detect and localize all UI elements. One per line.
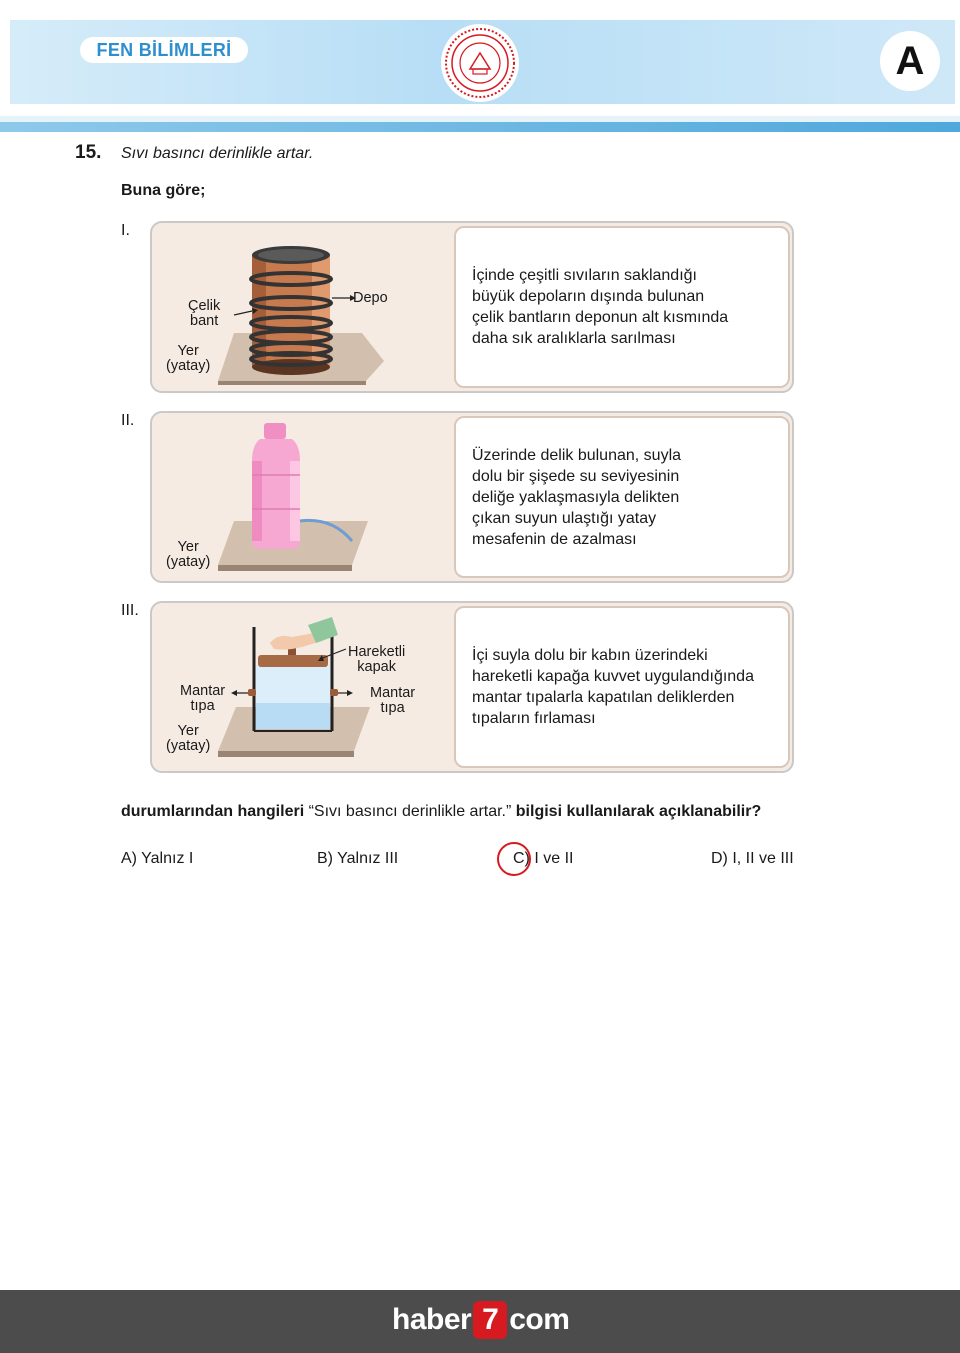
label-steel-band: Çelik bant bbox=[188, 298, 221, 329]
option-a[interactable]: A) Yalnız I bbox=[121, 850, 194, 867]
question-stem: Sıvı basıncı derinlikle artar. bbox=[121, 145, 314, 162]
question-prompt bbox=[121, 803, 761, 821]
label-cork-left: Mantar tıpa bbox=[180, 683, 226, 714]
item-roman-3: III. bbox=[121, 602, 139, 619]
item-panel-3 bbox=[150, 601, 794, 773]
ministry-seal-icon bbox=[440, 23, 520, 103]
option-b[interactable]: B) Yalnız III bbox=[317, 850, 399, 867]
item-text-2: Üzerinde delik bulunan, suyla dolu bir şişede su seviyesinin deliğe yaklaşmasıyla delikten çıkan suyun ulaştığı yatay mesafenin de azalması bbox=[472, 446, 682, 548]
option-d[interactable]: D) I, II ve III bbox=[711, 850, 794, 867]
option-c[interactable]: C) I ve II bbox=[513, 850, 574, 867]
question-lead: Buna göre; bbox=[121, 182, 206, 199]
brand-seven: 7 bbox=[473, 1301, 507, 1339]
item-text-box-1 bbox=[454, 226, 790, 388]
item-roman-2: II. bbox=[121, 412, 135, 429]
item-panel-1 bbox=[150, 221, 794, 393]
booklet-letter: A bbox=[880, 31, 940, 91]
item-text-box-3 bbox=[454, 606, 790, 768]
header-stripe bbox=[0, 122, 960, 132]
brand-left: haber bbox=[392, 1303, 472, 1336]
prompt-bold-2: bilgisi kullanılarak açıklanabilir? bbox=[515, 803, 762, 820]
question-number: 15. bbox=[75, 142, 102, 163]
label-ground: Yer (yatay) bbox=[166, 343, 211, 374]
item-text-box-2 bbox=[454, 416, 790, 578]
subject-title: FEN BİLİMLERİ bbox=[80, 37, 248, 63]
label-ground: Yer (yatay) bbox=[166, 539, 211, 570]
prompt-quote: “Sıvı basıncı derinlikle artar.” bbox=[304, 803, 516, 820]
brand-right: com bbox=[509, 1303, 570, 1336]
prompt-bold-1: durumlarından hangileri bbox=[121, 803, 305, 820]
site-logo[interactable] bbox=[392, 1300, 569, 1340]
label-movable-lid: Hareketli kapak bbox=[348, 644, 406, 675]
label-depot: Depo bbox=[353, 290, 388, 306]
label-cork-right: Mantar tıpa bbox=[370, 685, 416, 716]
label-ground: Yer (yatay) bbox=[166, 723, 211, 754]
item-text-3: İçi suyla dolu bir kabın üzerindeki hareketli kapağa kuvvet uygulandığında mantar tıpalarla kapatılan deliklerden tıpaların fırlaması bbox=[472, 647, 754, 727]
item-text-1: İçinde çeşitli sıvıların saklandığı büyük depoların dışında bulunan çelik bantların deponun alt kısmında daha sık aralıklarla sarılması bbox=[472, 267, 729, 347]
item-panel-2 bbox=[150, 411, 794, 583]
page-header bbox=[0, 0, 960, 134]
item-roman-1: I. bbox=[121, 222, 130, 239]
